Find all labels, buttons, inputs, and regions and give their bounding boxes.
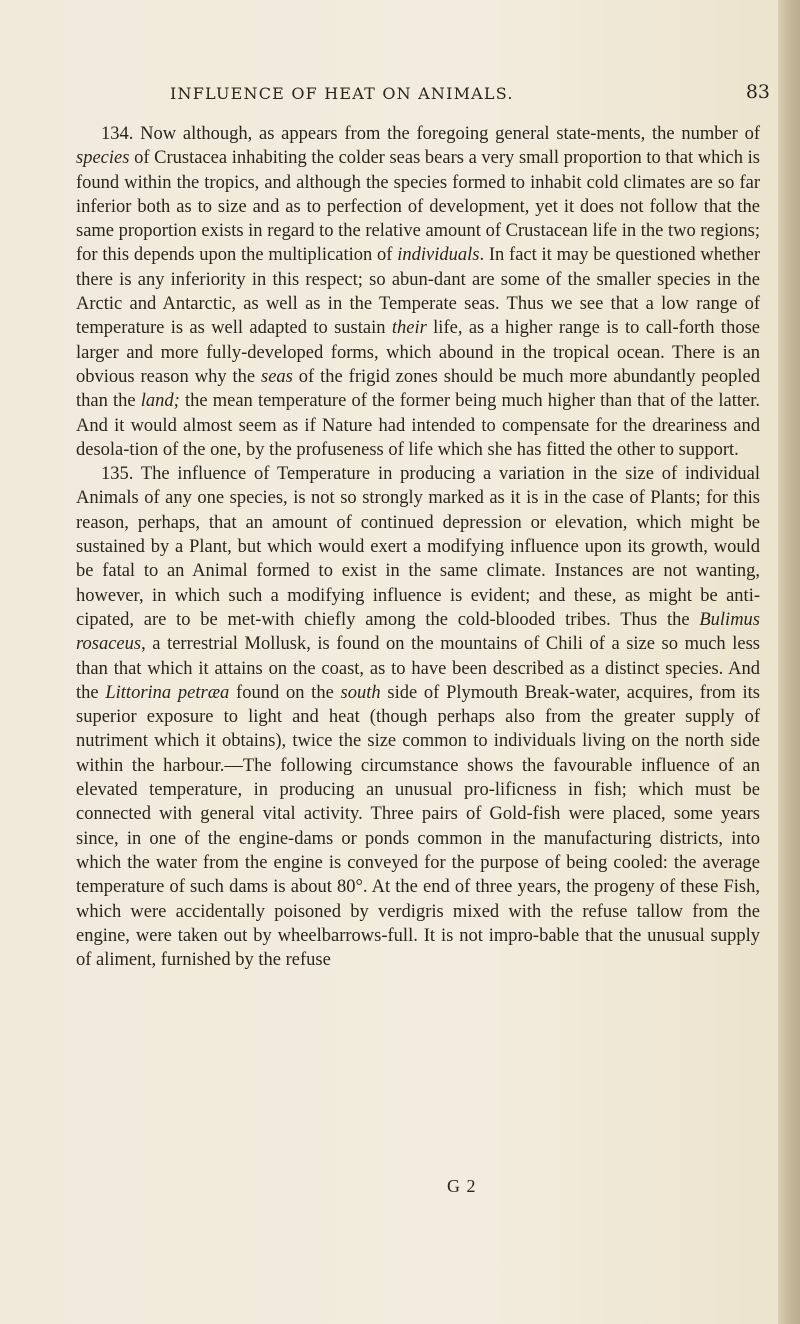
italic-term: species xyxy=(76,148,130,169)
body-text xyxy=(76,122,760,972)
running-header xyxy=(90,81,770,108)
signature-mark: G 2 xyxy=(447,1176,477,1196)
italic-species: Bulimus rosaceus xyxy=(76,609,760,655)
text-span: of the frigid zones should be much more abundantly peopled than the xyxy=(76,366,760,412)
page-gutter xyxy=(778,0,800,1324)
italic-species: Littorina petræa xyxy=(105,682,230,703)
text-span: . In fact it may be questioned whether there is any inferiority in this respect; so abun-dant are some of the smaller species in the Arctic and Antarctic, as well as in the Temperate seas. Thus we see that a low range of temperature is as well adapted to sustain xyxy=(76,245,760,339)
paragraph-135 xyxy=(76,462,760,972)
text-span: 135. The influence of Temperature in producing a variation in the size of individual Animals of any one species, is not so strongly marked as it is in the case of Plants; for this reason, perhaps, that an amount of continued depression or elevation, which might be sustained by a Plant, but which would exert a modifying influence upon its growth, would be fatal to an Animal formed to exist in the same climate. Instances are not wanting, however, in which such a modifying influence is evident; and these, as might be anti-cipated, are to be met-with chiefly among the cold-blooded tribes. Thus the xyxy=(76,464,760,630)
running-title: INFLUENCE OF HEAT ON ANIMALS. xyxy=(170,84,514,103)
italic-term: seas xyxy=(261,366,293,387)
page-number: 83 xyxy=(745,81,770,103)
text-span: , a terrestrial Mollusk, is found on the mountains of Chili of a size so much less than that which it attains on the coast, as to have been described as a distinct species. And the xyxy=(76,634,760,703)
text-span: life, as a higher range is to call-forth those larger and more fully-developed forms, which abound in the tropical ocean. There is an obvious reason why the xyxy=(76,318,760,387)
text-span: the mean temperature of the former being much higher than that of the latter. And it would almost seem as if Nature had intended to compensate for the dreariness and desola-tion of the one, by the profuseness of life which she has fitted the other to support. xyxy=(76,391,760,460)
italic-term: south xyxy=(340,682,381,703)
italic-term: individuals xyxy=(397,245,480,266)
text-span: 134. Now although, as appears from the foregoing general state-ments, the number of xyxy=(101,124,760,144)
text-span: found on the xyxy=(229,682,341,703)
paragraph-134 xyxy=(76,122,760,462)
text-span: of Crustacea inhabiting the colder seas bears a very small proportion to that which is found within the tropics, and although the species formed to inhabit cold climates are so far inferior both as to size and as to perfection of development, yet it does not follow that the same proportion exists in regard to the relative amount of Crustacean life in the two regions; for this depends upon the multiplication of xyxy=(76,148,760,266)
italic-term: land; xyxy=(140,391,180,412)
text-span: side of Plymouth Break-water, acquires, from its superior exposure to light and heat (though perhaps also from the greater supply of nutriment which it obtains), twice the size common to individuals living on the north side within the harbour.—The following circumstance shows the favourable influence of an elevated temperature, in producing an unusual pro-lificness in fish; which must be connected with general vital activity. Three pairs of Gold-fish were placed, some years since, in one of the engine-dams or ponds common in the manufacturing districts, into which the water from the engine is conveyed for the purpose of being cooled: the average temperature of such dams is about 80°. At the end of three years, the progeny of these Fish, which were accidentally poisoned by verdigris mixed with the refuse tallow from the engine, were taken out by wheelbarrows-full. It is not impro-bable that the unusual supply of aliment, furnished by the refuse xyxy=(76,682,760,971)
italic-term: their xyxy=(391,318,427,339)
